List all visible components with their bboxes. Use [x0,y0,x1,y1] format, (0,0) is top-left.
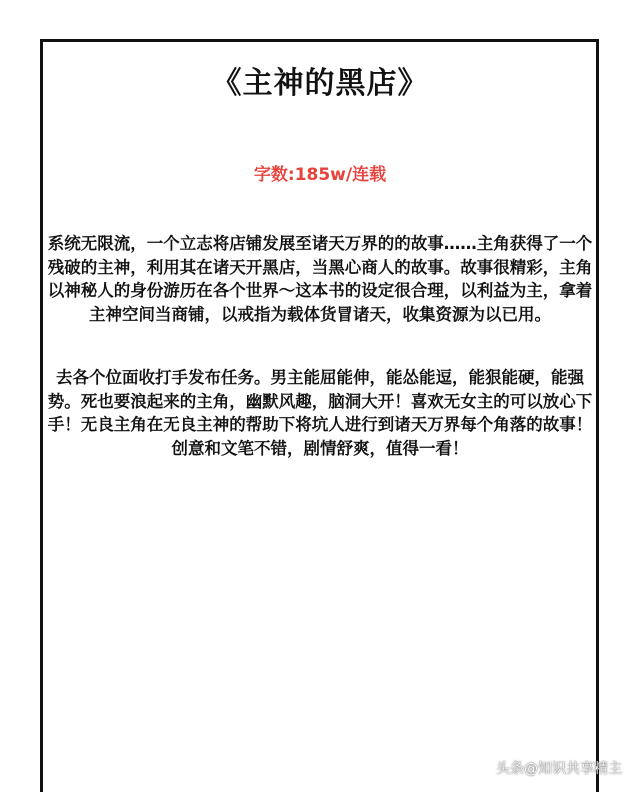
watermark-text: 头条@知识共享精主 [496,761,622,777]
synopsis-paragraph-1: 系统无限流，一个立志将店铺发展至诸天万界的的故事……主角获得了一个残破的主神，利用其在诸天开黑店，当黑心商人的故事。故事很精彩，主角以神秘人的身份游历在各个世界～这本书的设定很合理，以利益为主，拿着主神空间当商铺，以戒指为载体货冒诸天，收集资源为以已用。 [47,234,593,324]
page-title: 《主神的黑店》 [211,66,429,101]
toutiao-logo-icon [478,761,492,775]
watermark [478,758,622,778]
synopsis-paragraph-2: 去各个位面收打手发布任务。男主能屈能伸，能怂能逗，能狠能硬，能强势。死也要浪起来的主角，幽默风趣，脑洞大开！喜欢无女主的可以放心下手！无良主角在无良主神的帮助下将坑人进行到诸天万界每个角落的故事！创意和文笔不错，剧情舒爽，值得一看！ [47,368,593,458]
word-count-label: 字数:185w/连载 [253,165,387,185]
